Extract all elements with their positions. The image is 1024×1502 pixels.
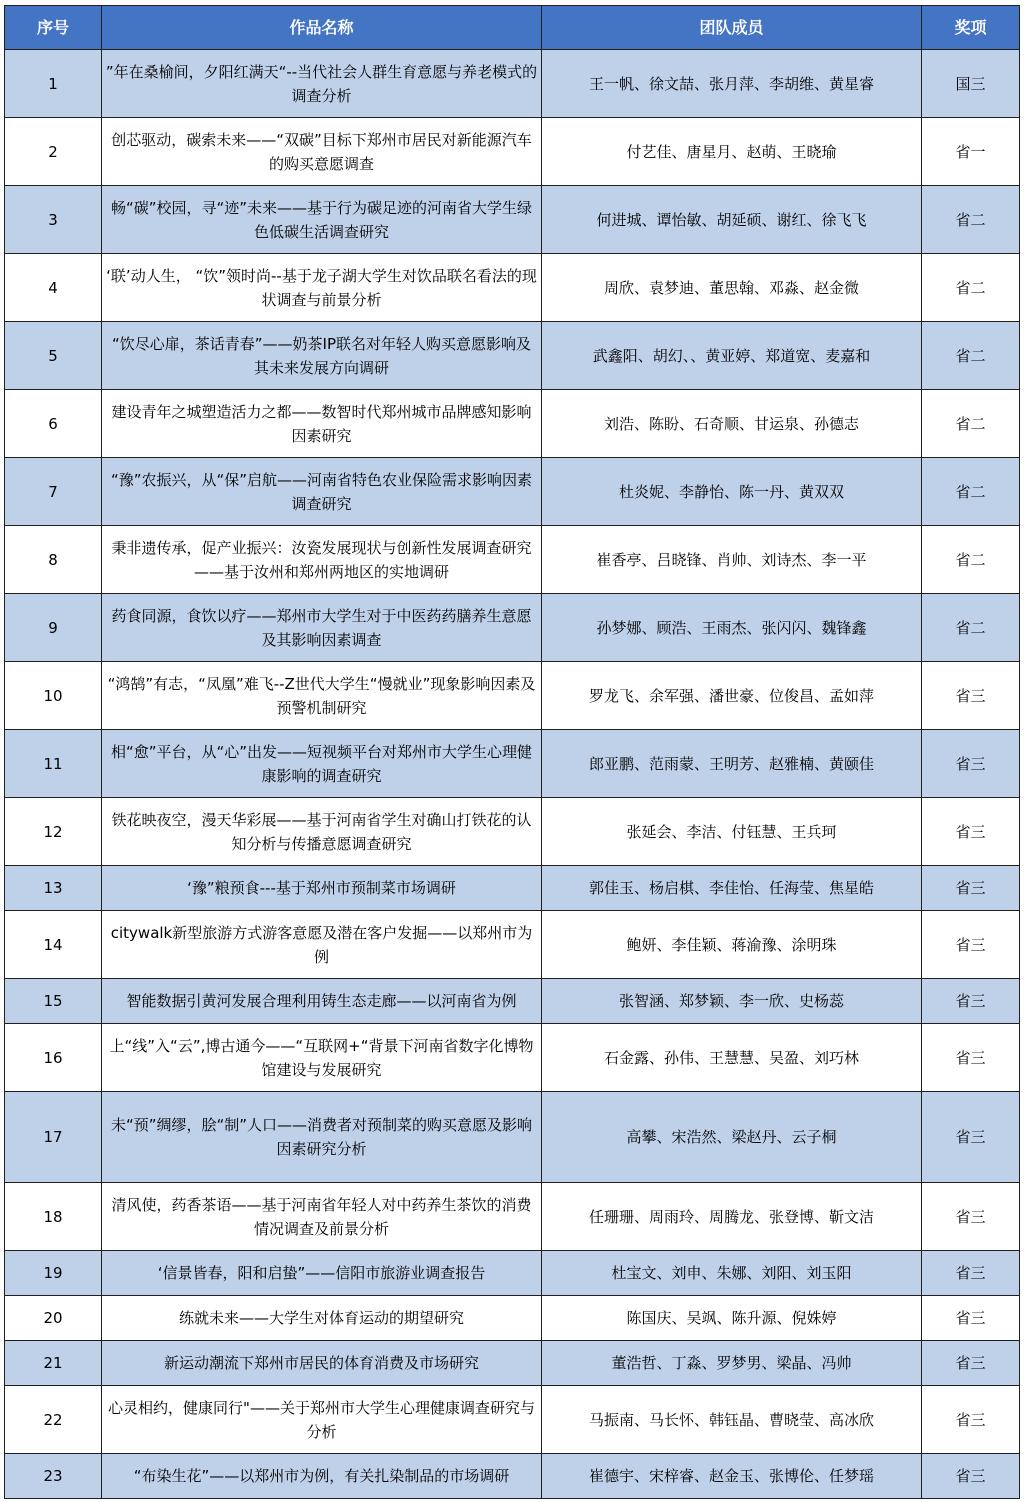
row-index: 9 <box>5 594 102 662</box>
row-title: “饮尽心扉，茶话青春”——奶茶IP联名对年轻人购买意愿影响及其未来发展方向调研 <box>102 322 542 390</box>
row-index: 23 <box>5 1454 102 1499</box>
row-members: 刘浩、陈盼、石奇顺、甘运泉、孙德志 <box>542 390 922 458</box>
row-award: 国三 <box>922 50 1020 118</box>
table-row <box>5 1183 1020 1251</box>
row-members: 杜宝文、刘申、朱娜、刘阳、刘玉阳 <box>542 1251 922 1296</box>
row-award: 省三 <box>922 1386 1020 1454</box>
row-index: 15 <box>5 979 102 1024</box>
header-title: 作品名称 <box>102 6 542 50</box>
row-award: 省二 <box>922 458 1020 526</box>
row-index: 3 <box>5 186 102 254</box>
row-members: 孙梦娜、顾浩、王雨杰、张闪闪、魏锋鑫 <box>542 594 922 662</box>
header-award: 奖项 <box>922 6 1020 50</box>
row-title: 铁花映夜空，漫天华彩展——基于河南省学生对确山打铁花的认知分析与传播意愿调查研究 <box>102 798 542 866</box>
row-title: ‘豫”粮预食---基于郑州市预制菜市场调研 <box>102 866 542 911</box>
row-index: 20 <box>5 1296 102 1341</box>
row-title: “鸿鹄”有志，“凤凰”难飞--Z世代大学生“慢就业”现象影响因素及预警机制研究 <box>102 662 542 730</box>
row-title: ‘联’动人生， “饮”领时尚--基于龙子湖大学生对饮品联名看法的现状调查与前景分析 <box>102 254 542 322</box>
row-members: 石金露、孙伟、王慧慧、吴盈、刘巧林 <box>542 1024 922 1092</box>
row-title: 建设青年之城塑造活力之都——数智时代郑州城市品牌感知影响因素研究 <box>102 390 542 458</box>
row-members: 武鑫阳、胡幻、、黄亚婷、郑道宽、麦嘉和 <box>542 322 922 390</box>
table-row <box>5 50 1020 118</box>
row-award: 省三 <box>922 1296 1020 1341</box>
table-row <box>5 186 1020 254</box>
row-award: 省三 <box>922 730 1020 798</box>
row-members: 任珊珊、周雨玲、周腾龙、张登博、靳文洁 <box>542 1183 922 1251</box>
table-row <box>5 979 1020 1024</box>
row-members: 张延会、李洁、付钰慧、王兵珂 <box>542 798 922 866</box>
row-members: 杜炎妮、李静怡、陈一丹、黄双双 <box>542 458 922 526</box>
table-row <box>5 1296 1020 1341</box>
row-members: 付艺佳、唐星月、赵萌、王晓瑜 <box>542 118 922 186</box>
row-index: 4 <box>5 254 102 322</box>
row-title: 秉非遗传承，促产业振兴：汝瓷发展现状与创新性发展调查研究——基于汝州和郑州两地区的实地调研 <box>102 526 542 594</box>
row-award: 省三 <box>922 1454 1020 1499</box>
row-award: 省二 <box>922 390 1020 458</box>
row-index: 6 <box>5 390 102 458</box>
row-title: 上“线”入“云”,博古通今——“互联网+“背景下河南省数字化博物馆建设与发展研究 <box>102 1024 542 1092</box>
table-row <box>5 662 1020 730</box>
row-index: 5 <box>5 322 102 390</box>
table-row <box>5 390 1020 458</box>
row-title: 未“预”绸缪，脍“制”人口——消费者对预制菜的购买意愿及影响因素研究分析 <box>102 1092 542 1183</box>
table-row <box>5 594 1020 662</box>
row-members: 郎亚鹏、范雨蒙、王明芳、赵雅楠、黄颐佳 <box>542 730 922 798</box>
header-index: 序号 <box>5 6 102 50</box>
row-title: 创芯驱动，碳索未来——“双碳”目标下郑州市居民对新能源汽车的购买意愿调查 <box>102 118 542 186</box>
table-row <box>5 1341 1020 1386</box>
row-title: ‘信景皆春，阳和启蛰”——信阳市旅游业调查报告 <box>102 1251 542 1296</box>
row-award: 省三 <box>922 1251 1020 1296</box>
row-index: 21 <box>5 1341 102 1386</box>
row-index: 14 <box>5 911 102 979</box>
row-award: 省二 <box>922 322 1020 390</box>
row-title: 相“愈”平台，从“心”出发——短视频平台对郑州市大学生心理健康影响的调查研究 <box>102 730 542 798</box>
row-members: 董浩哲、丁淼、罗梦男、梁晶、冯帅 <box>542 1341 922 1386</box>
table-row <box>5 1024 1020 1092</box>
table-row <box>5 526 1020 594</box>
row-index: 10 <box>5 662 102 730</box>
row-members: 周欣、袁梦迪、董思翰、邓淼、赵金微 <box>542 254 922 322</box>
table-row <box>5 322 1020 390</box>
row-title: “布染生花”——以郑州市为例，有关扎染制品的市场调研 <box>102 1454 542 1499</box>
table-row <box>5 254 1020 322</box>
row-award: 省一 <box>922 118 1020 186</box>
row-members: 王一帆、徐文喆、张月萍、李胡维、黄星睿 <box>542 50 922 118</box>
row-award: 省三 <box>922 798 1020 866</box>
table-row <box>5 458 1020 526</box>
table-row <box>5 798 1020 866</box>
row-award: 省二 <box>922 254 1020 322</box>
row-members: 崔香亭、吕晓锋、肖帅、刘诗杰、李一平 <box>542 526 922 594</box>
table-row <box>5 730 1020 798</box>
row-index: 8 <box>5 526 102 594</box>
row-award: 省三 <box>922 1341 1020 1386</box>
row-award: 省三 <box>922 1092 1020 1183</box>
table-row <box>5 1251 1020 1296</box>
row-index: 2 <box>5 118 102 186</box>
row-members: 张智涵、郑梦颖、李一欣、史杨蕊 <box>542 979 922 1024</box>
row-title: “豫”农振兴，从“保”启航——河南省特色农业保险需求影响因素调查研究 <box>102 458 542 526</box>
table-row <box>5 1386 1020 1454</box>
row-index: 22 <box>5 1386 102 1454</box>
row-index: 13 <box>5 866 102 911</box>
table-body <box>5 50 1020 1499</box>
row-index: 18 <box>5 1183 102 1251</box>
header-members: 团队成员 <box>542 6 922 50</box>
row-members: 鲍妍、李佳颖、蒋渝豫、涂明珠 <box>542 911 922 979</box>
row-members: 郭佳玉、杨启棋、李佳怡、任海莹、焦星皓 <box>542 866 922 911</box>
row-title: 心灵相约，健康同行"——关于郑州市大学生心理健康调查研究与分析 <box>102 1386 542 1454</box>
row-index: 17 <box>5 1092 102 1183</box>
table-row <box>5 866 1020 911</box>
awards-table <box>4 5 1020 1499</box>
row-index: 7 <box>5 458 102 526</box>
header-row <box>5 6 1020 50</box>
row-title: ”年在桑榆间，夕阳红满天“--当代社会人群生育意愿与养老模式的调查分析 <box>102 50 542 118</box>
row-award: 省二 <box>922 186 1020 254</box>
row-index: 11 <box>5 730 102 798</box>
row-title: 畅“碳”校园，寻“迹”未来——基于行为碳足迹的河南省大学生绿色低碳生活调查研究 <box>102 186 542 254</box>
row-members: 罗龙飞、余军强、潘世豪、位俊昌、孟如萍 <box>542 662 922 730</box>
row-award: 省三 <box>922 1024 1020 1092</box>
row-title: citywalk新型旅游方式游客意愿及潜在客户发掘——以郑州市为例 <box>102 911 542 979</box>
row-award: 省三 <box>922 1183 1020 1251</box>
table-row <box>5 911 1020 979</box>
row-title: 清风使，药香茶语——基于河南省年轻人对中药养生茶饮的消费情况调查及前景分析 <box>102 1183 542 1251</box>
table-row <box>5 1454 1020 1499</box>
table-row <box>5 1092 1020 1183</box>
row-title: 新运动潮流下郑州市居民的体育消费及市场研究 <box>102 1341 542 1386</box>
row-members: 何进城、谭怡敏、胡延硕、谢红、徐飞飞 <box>542 186 922 254</box>
row-members: 马振南、马长怀、韩钰晶、曹晓莹、高冰欣 <box>542 1386 922 1454</box>
row-award: 省三 <box>922 911 1020 979</box>
row-award: 省三 <box>922 979 1020 1024</box>
row-title: 练就未来——大学生对体育运动的期望研究 <box>102 1296 542 1341</box>
row-members: 崔德宇、宋梓睿、赵金玉、张博伦、任梦瑶 <box>542 1454 922 1499</box>
row-title: 药食同源，食饮以疗——郑州市大学生对于中医药药膳养生意愿及其影响因素调查 <box>102 594 542 662</box>
row-award: 省三 <box>922 662 1020 730</box>
row-index: 19 <box>5 1251 102 1296</box>
table-row <box>5 118 1020 186</box>
row-award: 省三 <box>922 866 1020 911</box>
row-members: 高攀、宋浩然、梁赵丹、云子桐 <box>542 1092 922 1183</box>
row-index: 12 <box>5 798 102 866</box>
row-members: 陈国庆、吴飒、陈升源、倪姝婷 <box>542 1296 922 1341</box>
row-index: 1 <box>5 50 102 118</box>
row-index: 16 <box>5 1024 102 1092</box>
row-award: 省二 <box>922 526 1020 594</box>
row-title: 智能数据引黄河发展合理利用铸生态走廊——以河南省为例 <box>102 979 542 1024</box>
row-award: 省二 <box>922 594 1020 662</box>
